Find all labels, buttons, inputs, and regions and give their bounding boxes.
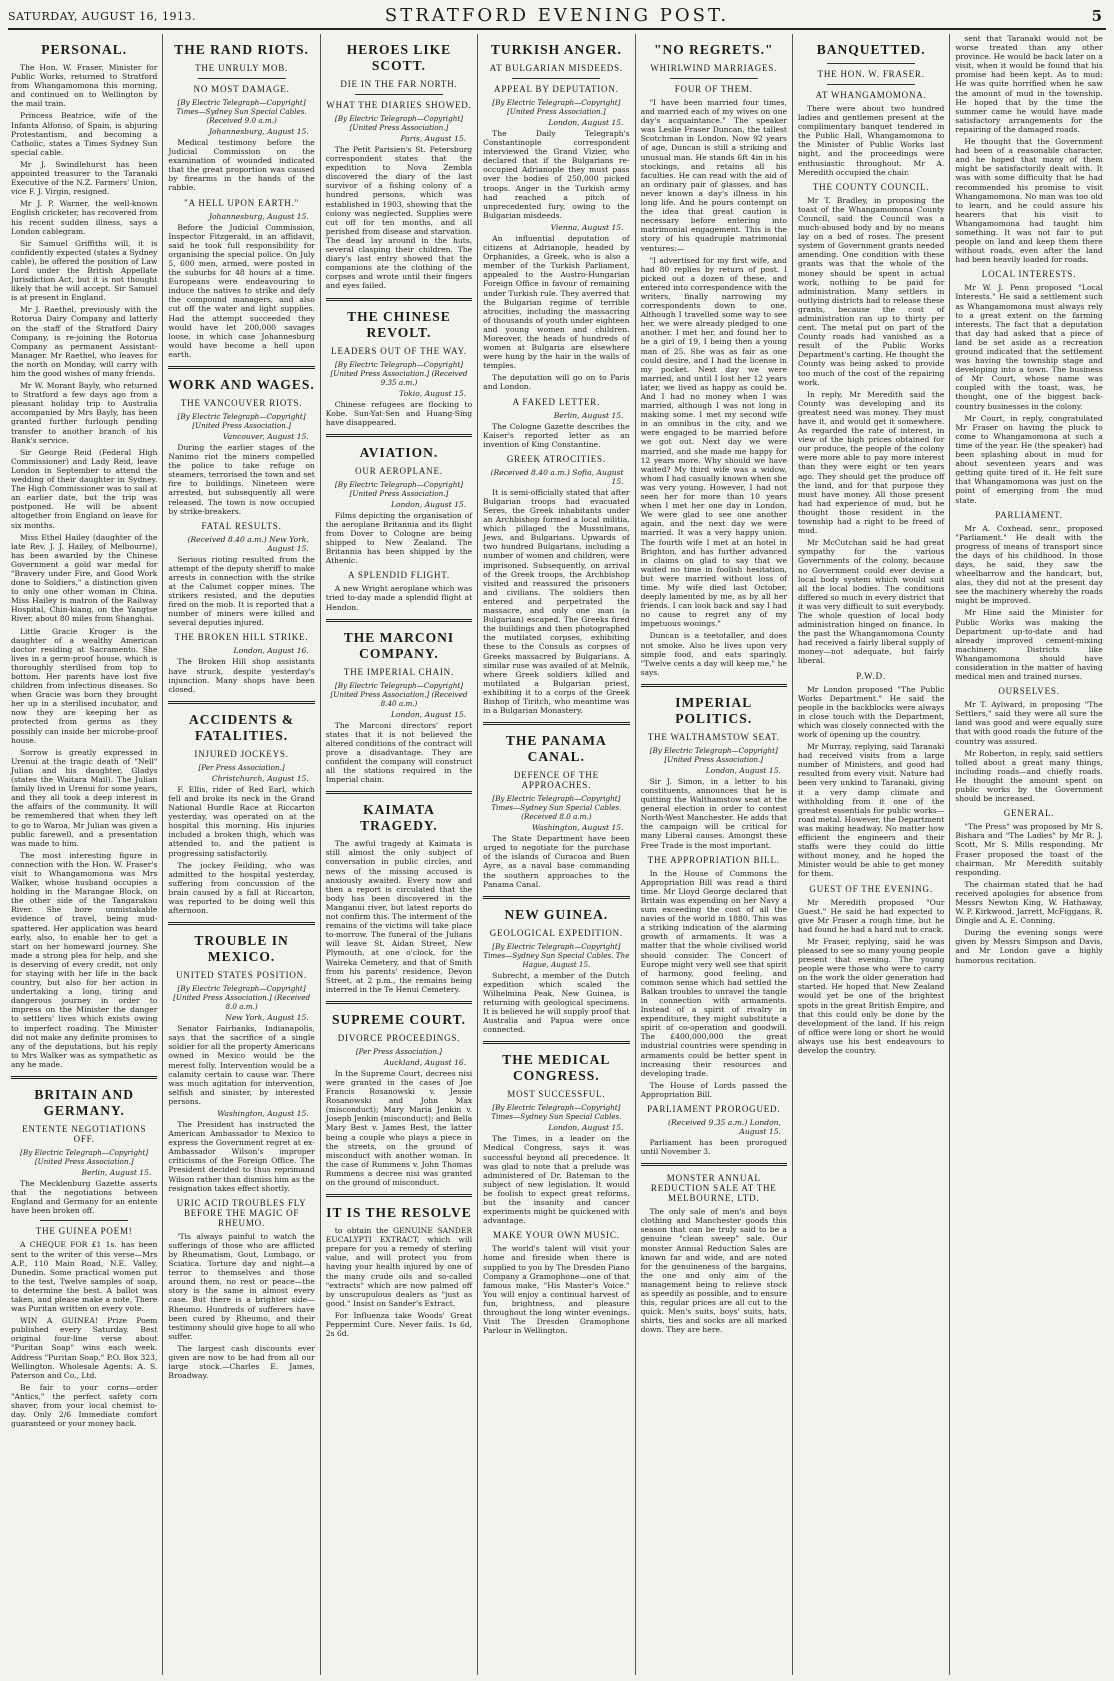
dateline: Christchurch, August 15.: [211, 773, 309, 783]
body-paragraph: Mr A. Coxhead, senr., proposed "Parliament." He dealt with the progress of means of transport since the days of his childhood. In those days, he said, they saw the wheelbarrow and the handcart, but, alas, they did not at the present day see the machinery whereby the roads might be improved.: [955, 523, 1103, 606]
body-paragraph: The Broken Hill shop assistants have struck, despite yesterday's injunction. Many shops have been closed.: [168, 657, 315, 694]
article-headline: KAIMATA TRAGEDY.: [360, 802, 438, 834]
body-paragraph: Chinese refugees are flocking to Kobe. Sun-Yat-Sen and Huang-Sing have disappeared.: [325, 399, 473, 427]
body-paragraph: An influential deputation of citizens at Adrianople, headed by Orphanides, a Greek, who is also a member of the Turkish Parliament, appealed to the Austro-Hungarian Foreign Office in favour of remaining under Turkish rule. They averred that the Bulgarian regime of terrible atrocities, including the massacring of thousands of youth under eighteen and young women and children. Moreover, the heads of hundreds of women at Bulgaria are elsewhere were hung by the hair in the walls of temples.: [483, 233, 630, 371]
wire-credit: [By Electric Telegraph—Copyright] [United Press Association.] (Received 9.35 a.m.): [330, 359, 468, 387]
dateline: Paris, August 15.: [400, 134, 467, 143]
body-paragraph: It is semi-officially stated that after Bulgarian troops had evacuated Seres, the Greek inhabitants under an Archbishop formed a local militia, which pillaged the Mussulmans, Jews, and Bulgarians. Upwards of two hundred Bulgarians, including a number of women and children, were imprisoned. Subsequently, on arrival of the Greek troops, the Archbishop visited and reassured the prisoners and civilians. The soldiers then entered and perpetrated the massacre, and only one man (a Bulgarian) escaped. The Greeks fired the buildings and then photographed the mutilated corpses, exhibiting these to the Consuls as corpses of Greeks massacred by Bulgarians. A similar ruse was availed of at Melnik, where Greek soldiers killed and mutilated a Bulgarian priest, exhibiting it to a corps of the Greek Bishop of Tiritch, who meantime was in a Bulgarian Monastery.: [483, 487, 630, 716]
wire-credit: [By Electric Telegraph—Copyright] Times—Sydney Sun Special Cables. (Received 9.0 a.m.): [176, 98, 307, 125]
wire-credit: [By Electric Telegraph—Copyright] [United Press Association.]: [492, 98, 621, 116]
article-subheading: UNITED STATES POSITION.: [176, 970, 308, 981]
article-subheading: THE WALTHAMSTOW SEAT.: [647, 731, 780, 742]
body-paragraph: Mr Murray, replying, said Taranaki had received visits from a large number of Ministers, and good had resulted from every visit. Nature had been very unkind to Taranaki, giving it a very damp climate and withholding from it one of the greatest essentials for public works—road metal. However, the Department was making headway. No matter how efficient the engineers and their staffs were they could do little without money, and he hoped the Minister would be able to get money for them.: [797, 742, 945, 879]
dateline: Berlin, August 15.: [81, 1168, 152, 1178]
article-headline: THE PANAMA CANAL.: [505, 733, 607, 765]
article-headline: ACCIDENTS & FATALITIES.: [189, 711, 295, 743]
body-paragraph: The Marconi directors' report states that it is not believed the altered conditions of the contract will prove a disadvantage. They are confident the company will construct all the stations required in the Imperial chain.: [325, 720, 473, 785]
dateline: London, August 15.: [705, 765, 781, 775]
masthead: [8, 4, 1106, 30]
article-subheading: FOUR OF THEM.: [674, 84, 753, 94]
article-subheading: URIC ACID TROUBLES FLY BEFORE THE MAGIC OF RHEUMO.: [176, 1197, 307, 1228]
article-subheading: DEFENCE OF THE APPROACHES.: [513, 770, 599, 791]
article-headline: THE MEDICAL CONGRESS.: [502, 1052, 611, 1084]
body-paragraph: sent that Taranaki would not be worse treated than any other province. He would be back later on a visit, when it would be found that his promise had been kept. As to mud: He was quite horrified when he saw the amount of mud in the township. He hoped that by the time the summer came he would have made satisfactory arrangements for the repairing of the damaged roads.: [955, 34, 1103, 134]
body-paragraph: There were about two hundred ladies and gentlemen present at the complimentary banquet tendered in the Public Hall, Whangamomona to the Minister of Public Works last night, and the proceedings were enthusiastic throughout. Mr A. Meredith occupied the chair.: [797, 104, 945, 177]
body-paragraph: Mr London proposed "The Public Works Department." He said the people in the backblocks were always in close touch with the Department, which was closely connected with the work of opening up the country.: [797, 684, 945, 739]
columns-container: [6, 34, 1108, 1675]
article-subheading: GREEK ATROCITIES.: [506, 453, 606, 464]
dateline: Tokio, August 15.: [399, 388, 467, 398]
article-headline: NEW GUINEA.: [504, 906, 609, 922]
body-paragraph: Medical testimony before the Judicial Commission on the examination of wounded indicated that the great proportion was caused by firearms in the hands of the rabble.: [168, 138, 315, 193]
dateline: (Received 8.40 a.m.) Sofia, August 15.: [490, 467, 624, 486]
article-headline: BRITAIN AND GERMANY.: [34, 1087, 135, 1119]
column-4: [478, 34, 635, 1675]
body-paragraph: The Times, in a leader on the Medical Congress, says it was successful beyond all precedence. It was glad to note that a prelude was administered of Dr. Bateman to the subject of new legislation. It would be foolish to expect great reforms, but the insanity and cancer experiments might be quickened with advantage.: [483, 1134, 630, 1226]
divider: [827, 84, 915, 85]
body-paragraph: A new Wright aeroplane which was tried to-day made a splendid flight at Hendon.: [325, 584, 473, 612]
body-paragraph: The most interesting figure in connection with the Hon. W. Fraser's visit to Whangamomona was Mrs Walker, whose husband occupies a holding in the Marangae Block, on the other side of the Tangarakau River. She bore unmistakable evidence of travel, being mud-spattered. Her application was heard early, also, to enable her to get a start on her homeward journey. She made a strong plea for help, and she is deserving of every credit, not only for staying with her life in the back country, but also for her action in undertaking a long, tiring and dangerous journey in order to impress on the Minister the danger to settlers' lives which exists owing to imperfect roading. The Minister did not make any definite promises to any of the deputations, but his reply to Mrs Walker was as sympathetic as any he made.: [11, 850, 158, 1069]
dateline: London, August 15.: [548, 1123, 624, 1133]
article-subheading: MOST SUCCESSFUL.: [507, 1089, 606, 1100]
body-paragraph: Duncan is a teetotaller, and does not smoke. Also he lives upon very simple food, and eats sparingly. "Twelve cents a day will keep me," he says.: [640, 631, 787, 677]
body-paragraph: Serious rioting resulted from the attempt of the deputy sheriff to make arrests in connection with the strike at the Calumet copper mines. The strikers resisted, and the deputies fired on the mob. It is reported that a number of miners were killed and several deputies injured.: [168, 554, 315, 628]
article-subheading: MAKE YOUR OWN MUSIC.: [493, 1230, 620, 1241]
body-paragraph: to obtain the GENUINE SANDER EUCALYPTI EXTRACT, which will prepare for you a remedy of sterling value, and will protect you from having your health injured by one of the many crude oils and so-called "extracts" which are now palmed off by unscrupulous dealers as "just as good." Insist on Sander's Extract.: [325, 1226, 473, 1308]
article-subheading: THE COUNTY COUNCIL.: [812, 181, 930, 192]
body-paragraph: The deputation will go on to Paris and London.: [483, 373, 630, 392]
body-paragraph: He thought that the Government had been of a reasonable character, and he hoped that many of them might be satisfactorily dealt with. It was with some difficulty that he had recommended his promise to visit Whangamomona. No man was too old to learn, and he could assure his hearers that his visit to Whangamomona had taught him something. It was not fair to put people on land and keep them there without roads, even after the land had been heavily loaded for roads.: [955, 137, 1103, 265]
dateline: London, August 15.: [390, 709, 467, 719]
body-paragraph: The chairman stated that he had received apologies for absence from Messrs Newton King, W. Hathaway, W. P. Kirkwood, Jarrett, McFiggans, R. Dingle and A. E. Conning.: [955, 879, 1103, 926]
body-paragraph: The State Department have been urged to negotiate for the purchase of the islands of Curacoa and Buen Ayre, as a naval base commanding the southern approaches to the Panama Canal.: [483, 834, 630, 889]
body-paragraph: The world's talent will visit your home and fireside when there is supplied to you by The Dresden Piano Company a Gramophone—one of that famous make, "His Master's Voice." You will enjoy a continual harvest of fun, brightness, and pleasure throughout the long winter evenings. Visit The Dresden Gramophone Parlour in Wellington.: [483, 1244, 630, 1336]
section-divider: [168, 922, 314, 925]
wire-credit: [By Electric Telegraph—Copyright] Times—Sydney Sun Special Cables.: [491, 1103, 622, 1122]
body-paragraph: Be fair to your corns—order "Antics," the perfect safety corn shaver, from your local chemist to-day. Only 2/6 Immediate comfort guaranteed or your money back.: [11, 1382, 158, 1429]
body-paragraph: Senator Fairbanks, Indianapolis, says that the sacrifice of a single soldier for all the property Americans owned in Mexico would be the merest folly. Intervention would be a calamity certain to cause war. There was much agitation for intervention, selfish and sinister, by interested persons.: [168, 1024, 315, 1106]
body-paragraph: The awful tragedy at Kaimata is still almost the only subject of conversation in public circles, and news of the missing accused is anxiously awaited. Every now and then a report is circulated that the body has been discovered in the Manganui river, but latest reports do not confirm this. The interment of the remains of the victims will take place to-morrow. The funeral of the Julians will leave St. Aidan Street, New Plymouth, at one o'clock, for the Waireka Cemetery, and that of Smith from his parents' residence, Devon Street, at 2 p.m., the remains being interred in the Te Henui Cemetery.: [325, 839, 473, 994]
body-paragraph: Sir George Reid (Federal High Commissioner) and Lady Reid, leave London in September to attend the wedding of their daughter in Sydney. The High Commissioner was to sail at an earlier date, but the trip was postponed. He will be absent altogether from England on leave for six months.: [11, 447, 158, 530]
wire-credit: [By Electric Telegraph—Copyright] Times—Sydney Sun Special Cables. The Hague, August 15.: [483, 941, 630, 969]
dateline: London, August 16.: [233, 646, 309, 656]
article-subheading: FATAL RESULTS.: [201, 520, 282, 531]
article-headline: PERSONAL.: [41, 42, 128, 57]
dateline: Auckland, August 16.: [383, 1057, 467, 1067]
divider: [512, 78, 600, 79]
body-paragraph: The House of Lords passed the Appropriation Bill.: [640, 1080, 787, 1099]
article-headline: AVIATION.: [359, 444, 439, 460]
article-subheading: THE APPROPRIATION BILL.: [647, 854, 780, 865]
article-subheading: GUEST OF THE EVENING.: [809, 883, 933, 894]
body-paragraph: F. Ellis, rider of Red Earl, which fell and broke its neck in the Grand National Hurdle Race at Riccarton yesterday, was operated on at the hospital this morning. His injuries included a broken thigh, which was attended to, and the patient is progressing satisfactorily.: [168, 784, 315, 858]
dateline: Johannesburg, August 15.: [208, 127, 309, 136]
article-subheading: INJURED JOCKEYS.: [194, 748, 289, 759]
divider: [40, 1220, 128, 1221]
wire-credit: [By Electric Telegraph—Copyright] Times—Sydney Sun Special Cables. (Received 8.0 a.m.): [491, 794, 622, 822]
body-paragraph: The Daily Telegraph's Constantinople correspondent interviewed the Grand Vizier, who declared that if the Bulgarians re-occupied Adrianople they must pass over the bodies of 250,000 picked troops. Anger in the Turkish army had reached a pitch of unprecedented fury, owing to the Bulgarian misdeeds.: [483, 129, 630, 220]
wire-credit: [By Electric Telegraph—Copyright] [United Press Association.]: [649, 745, 778, 764]
article-subheading: AT WHANGAMOMONA.: [815, 90, 927, 100]
body-paragraph: Little Gracie Kroger is the daughter of a wealthy American doctor residing at Sacramento. She lives in a germ-proof house, which is thoroughly sterilised from top to bottom. Her parents have lost five children from infectious diseases. So when Gracie was born they brought her up in a sterilised incubator, and now they are keeping her as protected from germs as they possibly can inside her microbe-proof house.: [11, 626, 158, 745]
article-subheading: DIE IN THE FAR NORTH.: [340, 79, 458, 89]
wire-credit: [By Electric Telegraph—Copyright] [United Press Association.] (Received 8.0 a.m.): [173, 984, 311, 1012]
dateline: New York, August 15.: [225, 1013, 309, 1023]
section-divider: [168, 366, 314, 369]
divider: [355, 94, 443, 95]
body-paragraph: Mr J. Raethel, previously with the Rotorua Dairy Company and latterly on the staff of the Stratford Dairy Company, is re-joining the Rotorua Company as permanent Assistant-Manager. Mr Raethel, who leaves for the north on Monday, will carry with him the good wishes of many friends.: [11, 305, 158, 378]
section-divider: [326, 1001, 472, 1004]
body-paragraph: Mr W. Morant Bayly, who returned to Stratford a few days ago from a pleasant holiday trip to Australia accompanied by Mrs Bayly, has been granted further furlough pending transfer to another branch of his Bank's service.: [11, 381, 158, 445]
dateline: Johannesburg, August 15.: [208, 211, 309, 221]
article-subheading: APPEAL BY DEPUTATION.: [494, 84, 619, 94]
body-paragraph: WIN A GUINEA! Prize Poem published every Saturday. Best original four-line verse about "Puritan Soap" wins each week. Address "Puritan Soap," P.O. Box 323, Wellington. Wholesale Agents: A. S. Paterson and Co., Ltd.: [11, 1316, 158, 1380]
body-paragraph: Miss Ethel Hailey (daughter of the late Rev. J. J. Hailey, of Melbourne), has been awarded by the Chinese Government a gold war medal for "Bravery under Fire, and Good Work done to Soldiers," a distinction given to only one other woman in China. Miss Hailey is matron of the Railway Hospital, Chin-kiang, on the Yangtse River, about 80 miles from Shanghai.: [11, 532, 158, 624]
body-paragraph: Mr Meredith proposed "Our Guest." He said he had expected to give Mr Fraser a rough time, but he had found he had a hard nut to crack.: [797, 897, 945, 934]
body-paragraph: In reply, Mr Meredith said the County was developing and its greatest need was money. They must have it, and would get it somewhere. As regarded the rate of interest, in view of the high prices obtained for our produce, the people of the colony were more able to pay more interest than they were eight or ten years ago. They should get the produce off the land, and for that purpose they must have money. All those present had had experience of mud, but he thought those resident in the township had a right to be freed of mud.: [797, 389, 945, 536]
article-headline: THE CHINESE REVOLT.: [347, 308, 451, 340]
article-subheading: LOCAL INTERESTS.: [981, 269, 1077, 280]
article-headline: IMPERIAL POLITICS.: [675, 694, 753, 726]
body-paragraph: Sir Samuel Griffiths will, it is confidently expected (states a Sydney cable), be offered the position of Law Lord under the British Appellate Jurisdiction Act, but it is not thought likely that he will accept. Sir Samuel is at present in England.: [11, 238, 158, 303]
column-3: [321, 34, 478, 1675]
newspaper-title: STRATFORD EVENING POST.: [384, 5, 730, 26]
section-divider: [326, 434, 472, 437]
body-paragraph: Mr Court, in reply, congratulated Mr Fraser on having the pluck to come to Whangamomona at such a time of the year. He (the speaker) had been splashing about in mud for about seventeen years and was getting quite tired of it. He felt sure that Whangamomona was just on the point of emerging from the mud state.: [955, 413, 1103, 505]
article-subheading: OURSELVES.: [998, 686, 1060, 697]
wire-credit: [By Electric Telegraph—Copyright] [United Press Association.]: [177, 411, 306, 430]
dateline: Vancouver, August 15.: [222, 431, 309, 441]
wire-credit: [By Electric Telegraph—Copyright] [United Press Association.]: [334, 114, 464, 132]
body-paragraph: Mr J. P. Warner, the well-known English cricketer, has recovered from his recent sudden illness, says a London cablegram.: [11, 199, 158, 236]
wire-credit: [Per Press Association.]: [198, 762, 285, 772]
section-divider: [326, 1194, 472, 1197]
article-subheading: MONSTER ANNUAL REDUCTION SALE AT THE MELBOURNE, LTD.: [650, 1173, 777, 1204]
dateline: London, August 15.: [390, 499, 467, 509]
section-divider: [11, 1076, 157, 1079]
body-paragraph: The only sale of men's and boys clothing and Manchester goods this season that can be truly said to be a genuine "clean sweep" sale. Our monster Annual Reduction Sales are known far and wide, and are noted for the genuineness of the bargains, the one and only aim of the management being to relieve stock as speedily as possible, and to ensure this, regular prices are all cut to the quick. Men's suits, boys' suits, hats, shirts, ties and socks are all marked down. They are here.: [640, 1207, 787, 1335]
article-subheading: P.W.D.: [856, 670, 887, 681]
body-paragraph: Sorrow is greatly expressed in Urenui at the tragic death of "Nell" Julian and his daughter, Gladys (states the Waitara Mail). The Julian family lived in Urenui for some years, and they all took a deep interest in the affairs of the community. It will be remembered that when they left to go to Waroa, Mr Julian was given a public farewell, and a presentation was made to him.: [11, 747, 158, 848]
body-paragraph: Mr Hine said the Minister for Public Works was making the Department up-to-date and had already improved cement-mixing machinery. Districts like Whangamomona should have consideration in the matter of having medical men and trained nurses.: [955, 608, 1103, 682]
section-divider: [483, 896, 629, 899]
article-headline: SUPREME COURT.: [331, 1011, 466, 1027]
article-subheading: A SPLENDID FLIGHT.: [347, 570, 450, 581]
page-number: 5: [1091, 7, 1102, 25]
article-subheading: A FAKED LETTER.: [512, 396, 601, 407]
wire-credit: [By Electric Telegraph—Copyright] [United Press Association.] (Received 8.40 a.m.): [330, 680, 468, 708]
body-paragraph: 'Tis always painful to watch the sufferings of those who are afflicted by Rheumatism, Gout, Lumbago, or Sciatica. Torture day and night—a terror to themselves and those around them, no rest or peace—the story is the same in almost every case. But there is a brighter side—Rheumo. Hundreds of sufferers have been cured by Rheumo, and their testimony should give hope to all who suffer.: [168, 1231, 315, 1341]
dateline: (Received 8.40 a.m.) New York, August 15.: [187, 534, 309, 553]
article-subheading: GEOLOGICAL EXPEDITION.: [489, 927, 623, 938]
article-subheading: NO MOST DAMAGE.: [193, 84, 290, 94]
body-paragraph: A CHEQUE FOR £1 1s. has been sent to the writer of this verse—Mrs A.P., 110 Main Road, N.E. Valley, Dunedin. Some practical women put to the test, Twelve samples of soap, to determine the best. A ballot was taken, and please make a note, There was Puritan written on every vote.: [11, 1240, 158, 1314]
body-paragraph: Mr Fraser, replying, said he was pleased to see so many young people present that evening. The young people were those who were to carry on the work the older generation had started. He hoped that New Zealand would yet be one of the brightest spots in the great British Empire, and that this could only be done by the development of the land. If his reign of office were long or short he would always use his best endeavours to develop the country.: [797, 936, 945, 1055]
body-paragraph: In the Supreme Court, decrees nisi were granted in the cases of Joe Francis Rosanowski v. Jessie Rosanowski and John Max (misconduct); Mary Maria Jenkin v. Joseph Jenkin (misconduct); and Bella Mary Best v. James Best, the latter being a couple who plays a piece in the streets, on the ground of misconduct with another woman. In the case of Rummens v. John Thomas Rummens a decree nisi was granted on the ground of misconduct.: [325, 1068, 473, 1187]
article-subheading: GENERAL.: [1003, 808, 1055, 819]
body-paragraph: The President has instructed the American Ambassador to Mexico to express the Government regret at ex-Ambassador Wilson's improper criticisms of the Foreign Office. The President decided to thus reprimand Wilson rather than dismiss him as the resignation takes effect shortly.: [168, 1120, 315, 1193]
wire-credit: [By Electric Telegraph—Copyright] [United Press Association.]: [20, 1148, 149, 1167]
body-paragraph: Princess Beatrice, wife of the Infanta Alfonso, of Spain, is abjuring Protestantism, and becoming a Catholic, states a Times Sydney Sun special cable.: [11, 111, 158, 157]
body-paragraph: In the House of Commons the Appropriation Bill was read a third time. Mr Lloyd George declared that Britain was expending on her Navy a sum exceeding the cost of all the navies of the world in 1880. This was a striking indication of the alarming growth of armaments. It was a matter that the whole civilised world should consider. The Concert of Europe might very well see that spirit of harmony, good feeling, and common sense which had settled the Balkan troubles to unravel the tangle in connection with armaments. Instead of a spirit of rivalry in expenditure, they might substitute a spirit of co-operation and goodwill. The £400,000,000 the great industrial countries were spending in armaments could be better spent in increasing their resources and developing trade.: [640, 868, 787, 1078]
body-paragraph: Mr McCutchan said he had great sympathy for the various Governments of the colony, because no Government could ever devise a local body system which would suit all the local bodies. The conditions differed so much in every district that it was very difficult to suit everybody. The whole question of local body administration hinged on finance. In the past the Whangamomona County had received a fairly liberal supply of money—not adequate, but fairly liberal.: [797, 538, 945, 666]
body-paragraph: The largest cash discounts ever given are now to be had from all our large stock.—Charles E. James, Broadway.: [168, 1343, 315, 1381]
column-6: [793, 34, 950, 1675]
section-divider: [326, 791, 472, 794]
article-headline: THE RAND RIOTS.: [174, 42, 309, 57]
dateline: Washington, August 15.: [217, 1109, 309, 1118]
section-divider: [326, 298, 472, 301]
body-paragraph: Mr T. Bradley, in proposing the toast of the Whangamomona County Council, said the Council was a much-abused body and by no means lay on a bed of roses. The present system of Government grants needed amending. One condition with these grants was that the whole of the money should be spent in actual work, nothing to be paid for administration. Many settlers in outlying districts had to release these grants, because the cost of administration ran up to thirty per cent. The metal put on part of the County roads had vanished as a result of the Public Works Department's carting. He thought the County was being asked to provide too much of the cost of the repairing work.: [797, 195, 945, 387]
article-headline: TURKISH ANGER.: [490, 42, 622, 57]
body-paragraph: Subrecht, a member of the Dutch expedition which scaled the Wilhelmina Peak, New Guinea, is returning with geological specimens. It is believed he will supply proof that Australia and Papua were once connected.: [483, 970, 630, 1035]
article-headline: TROUBLE IN MEXICO.: [194, 933, 289, 965]
body-paragraph: The Petit Parisien's St. Petersburg correspondent states that the expedition to Nova Zembla discovered the diary of the last survivor of a fishing colony of a hundred persons, which was established in 1903, showing that the colony was neglected. Supplies were cut off for ten months, and all perished from disease and starvation. The dead lay around in the huts, several clasping their children. The diary's last entry showed that the companions ate the clothing of the corpses and wrote until their fingers and eyes failed.: [325, 145, 473, 291]
body-paragraph: Mr T. Aylward, in proposing "The Settlers," said they were all sure the land was good and were equally sure that with good roads the future of the country was assured.: [955, 700, 1103, 746]
article-headline: HEROES LIKE SCOTT.: [346, 42, 452, 73]
article-subheading: WHAT THE DIARIES SHOWED.: [326, 100, 472, 110]
article-subheading: THE VANCOUVER RIOTS.: [180, 397, 303, 408]
section-divider: [641, 1163, 787, 1166]
article-subheading: THE GUINEA POEM!: [35, 1226, 133, 1237]
dateline: Washington, August 15.: [532, 823, 624, 833]
body-paragraph: Mr W. J. Penn proposed "Local Interests." He said a settlement such as Whangamomona must always rely to a great extent on the farming interests. The fact that a deputation that day had asked that a piece of land be set aside as a recreation ground indicated that the settlement was having the township stage and developing into a town. The business of Mr Court, whose name was coupled with the toast, was, he thought, one of the biggest back-country businesses in the colony.: [955, 283, 1103, 411]
body-paragraph: "The Press" was proposed by Mr S. Bishara and "The Ladies" by Mr R. J. Scott, Mr S. Mills responding. Mr Fraser proposed the toast of the chairman, Mr Meredith suitably responding.: [955, 822, 1103, 877]
column-7: [950, 34, 1107, 1675]
article-subheading: WHIRLWIND MARRIAGES.: [650, 63, 778, 73]
article-subheading: THE HON. W. FRASER.: [817, 69, 925, 79]
article-subheading: LEADERS OUT OF THE WAY.: [331, 345, 467, 356]
article-headline: THE MARCONI COMPANY.: [343, 629, 455, 661]
section-divider: [326, 619, 472, 622]
body-paragraph: "I have been married four times, and married each of my wives on one day's acquaintance." The speaker was Leslie Fraser Duncan, the tallest Scotchman in London. Now 92 years of age, Duncan is still a striking and unusual man. He stands 6ft 4in in his stockings, and retains all his faculties. He can read with the aid of an ordinary pair of glasses, and has never known a day's illness in his long life. And he pours contempt on the idea that great caution is necessary before entering into matrimonial engagement. This is the story of his quadruple matrimonial ventures:—: [640, 98, 787, 253]
section-divider: [168, 701, 314, 704]
body-paragraph: The Cologne Gazette describes the Kaiser's reported letter as an invention of King Constantine.: [483, 421, 630, 449]
article-subheading: THE UNRULY MOB.: [195, 63, 289, 73]
body-paragraph: Sir J. Simon, in a letter to his constituents, announces that he is quitting the Walthamstow seat at the general election in order to contest North-West Manchester. He adds that the campaign will be critical for many Liberal causes. Amongst these Free Trade is the most important.: [640, 776, 787, 850]
divider: [827, 63, 915, 64]
section-divider: [483, 722, 629, 725]
body-paragraph: Parliament has been prorogued until November 3.: [640, 1138, 787, 1157]
article-subheading: PARLIAMENT.: [995, 509, 1063, 520]
dateline: London, August 15.: [548, 118, 624, 127]
article-subheading: PARLIAMENT PROROGUED.: [647, 1104, 781, 1114]
section-divider: [641, 684, 787, 687]
body-paragraph: The jockey Feilding, who was admitted to the hospital yesterday, suffering from concussion of the brain caused by a fall at Riccarton, was reported to be doing well this afternoon.: [168, 860, 315, 916]
article-headline: IT IS THE RESOLVE: [326, 1205, 472, 1221]
article-headline: WORK AND WAGES.: [168, 376, 315, 392]
column-2: [163, 34, 320, 1675]
body-paragraph: The Hon. W. Fraser, Minister for Public Works, returned to Stratford from Whangamomona this morning, and continued on to Wellington by the mail train.: [11, 63, 158, 109]
article-subheading: DIVORCE PROCEEDINGS.: [337, 1032, 461, 1043]
body-paragraph: Mr Roberton, in reply, said settlers tolled about a great many things, including roads—and chiefly roads. He thought the amount spent on public works by the Government should be increased.: [955, 748, 1103, 804]
body-paragraph: The Mecklenburg Gazette asserts that the negotiations between England and Germany for an entente have been broken off.: [11, 1179, 158, 1216]
body-paragraph: During the earlier stages of the Nanimo riot the miners compelled the police to take refuge on steamers, terrorised the town and set fire to buildings. Nineteen were arrested, but subsequently all were released. The town is now occupied by strike-breakers.: [168, 442, 315, 516]
column-5: [636, 34, 793, 1675]
divider: [670, 78, 758, 79]
article-subheading: AT BULGARIAN MISDEEDS.: [489, 63, 623, 73]
body-paragraph: For Influenza take Woods' Great Peppermint Cure. Never fails. 1s 6d, 2s 6d.: [325, 1310, 473, 1339]
article-headline: "NO REGRETS.": [654, 42, 774, 57]
divider: [198, 78, 286, 79]
article-subheading: ENTENTE NEGOTIATIONS OFF.: [22, 1124, 147, 1145]
wire-credit: [By Electric Telegraph—Copyright] [United Press Association.]: [334, 479, 464, 498]
wire-credit: [Per Press Association.]: [355, 1046, 443, 1056]
body-paragraph: Films depicting the organisation of the aeroplane Britannia and its flight from Dover to Cologne are being shipped to New Zealand. The Britannia has been shipped by the Athenic.: [325, 510, 473, 566]
section-divider: [483, 1041, 629, 1044]
body-paragraph: Before the Judicial Commission, Inspector Fitzgerald, in an affidavit, said he took full responsibility for organising the special police. On July 5, 600 men, armed, were posted in the suburbs for 48 hours at a time. Europeans were endeavouring to induce the natives to strike and defy the compound managers, and also cut off the water and light supplies. Had the attempt succeeded they would have let 200,000 savages loose, in which case Johannesburg would have become a hell upon earth.: [168, 222, 315, 359]
column-1: [6, 34, 163, 1675]
body-paragraph: Mr J. Swindlehurst has been appointed treasurer to the Taranaki Executive of the N.Z. Farmers' Union, vice F. J. Virgin, resigned.: [11, 159, 158, 197]
issue-date: SATURDAY, AUGUST 16, 1913.: [8, 10, 197, 23]
article-headline: BANQUETTED.: [816, 42, 926, 57]
body-paragraph: During the evening songs were given by Messrs Simpson and Davis, and Mr London gave a highly humorous recitation.: [955, 928, 1103, 965]
article-subheading: OUR AEROPLANE.: [355, 465, 443, 476]
article-subheading: "A HELL UPON EARTH.": [184, 197, 300, 208]
article-subheading: THE BROKEN HILL STRIKE.: [174, 632, 309, 643]
dateline: (Received 9.35 a.m.) London, August 15.: [668, 1118, 781, 1136]
article-subheading: THE IMPERIAL CHAIN.: [343, 666, 455, 677]
dateline: Vienna, August 15.: [550, 222, 624, 232]
body-paragraph: "I advertised for my first wife, and had 80 replies by return of post. I picked out a dozen of these, and entered into correspondence with the writers, finally narrowing my correspondents down to one. Although I travelled some way to see her, we were already pledged to one another. I met her, and found her to be a girl of 19, I being then a young man of 25. She was as fair as one could desire, and I had the license in my pocket. Next day we were married, and until I lost her 12 years later, we lived as happy as could be. And I had no money when I was married, although I was not long in making some. I met my second wife in an omnibus in the city, and we were engaged to be married before we got out. Next day we were married, and she made me happy for 12 years more. Why should we have waited? My third wife was a widow, whom I had casually known when she was very young. However, I had not seen her for more than 10 years when I met her one day in London. We were glad to see one another again, and the next day we were married. It was a very happy union. The fourth wife I met at an hotel in Brighton, and has further advanced in claims on glad to say that we waited no time in foolish hesitation, but were married without loss of time. My wife died last October, deeply lamented by me, as by all her friends. I can look back and say I had no cause to regret any of my impetuous wooings.": [640, 255, 787, 629]
dateline: Berlin, August 15.: [553, 410, 624, 420]
